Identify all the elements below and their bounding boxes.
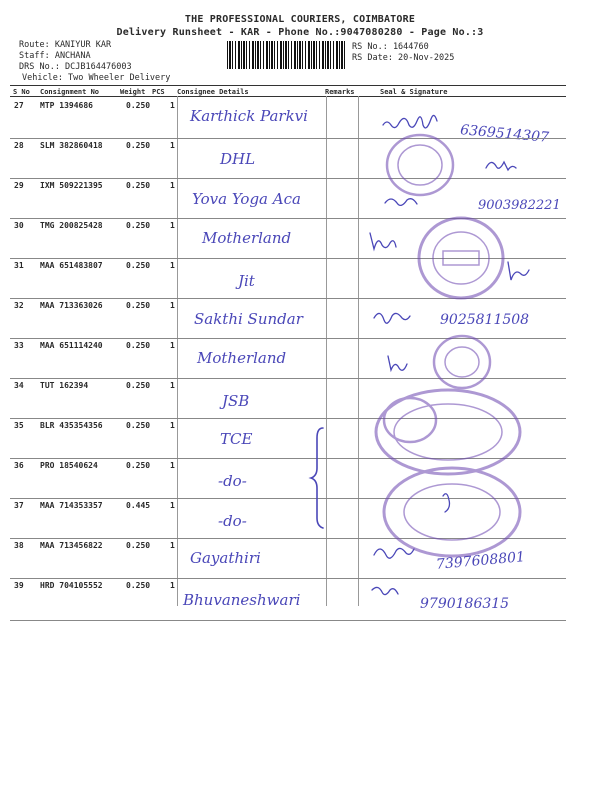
row-phone: 9790186315 bbox=[420, 596, 510, 612]
row-sno: 33 bbox=[14, 341, 24, 350]
row-pcs: 1 bbox=[170, 261, 175, 270]
row-consignment: BLR 435354356 bbox=[40, 421, 103, 430]
vehicle-label: Vehicle: Two Wheeler Delivery bbox=[22, 73, 171, 83]
row-pcs: 1 bbox=[170, 221, 175, 230]
row-divider bbox=[10, 338, 566, 339]
remarks-separator bbox=[326, 96, 327, 606]
row-consignee: Karthick Parkvi bbox=[190, 107, 308, 125]
row-sno: 27 bbox=[14, 101, 24, 110]
row-pcs: 1 bbox=[170, 501, 175, 510]
row-sno: 30 bbox=[14, 221, 24, 230]
col-remarks: Remarks bbox=[325, 88, 355, 96]
row-consignee: Bhuvaneshwari bbox=[183, 591, 301, 609]
row-consignment: MAA 651483807 bbox=[40, 261, 103, 270]
row-consignee: Jit bbox=[238, 272, 255, 290]
row-pcs: 1 bbox=[170, 181, 175, 190]
row-pcs: 1 bbox=[170, 381, 175, 390]
row-sno: 34 bbox=[14, 381, 24, 390]
row-divider bbox=[10, 178, 566, 179]
row-consignee: -do- bbox=[218, 512, 247, 530]
header-bottom-rule bbox=[10, 96, 566, 97]
row-weight: 0.445 bbox=[126, 501, 151, 510]
consignee-separator bbox=[177, 96, 178, 606]
row-consignment: MAA 713363026 bbox=[40, 301, 103, 310]
row-sno: 32 bbox=[14, 301, 24, 310]
row-divider bbox=[10, 418, 566, 419]
row-consignment: MAA 713456822 bbox=[40, 541, 103, 550]
row-divider bbox=[10, 138, 566, 139]
row-divider bbox=[10, 258, 566, 259]
row-divider bbox=[10, 498, 566, 499]
rs-date-label: RS Date: 20-Nov-2025 bbox=[352, 53, 455, 63]
row-sno: 28 bbox=[14, 141, 24, 150]
row-divider bbox=[10, 218, 566, 219]
row-divider bbox=[10, 298, 566, 299]
row-pcs: 1 bbox=[170, 141, 175, 150]
col-seal: Seal & Signature bbox=[380, 88, 448, 96]
runsheet-subtitle: Delivery Runsheet - KAR - Phone No.:9047080280 - Page No.:3 bbox=[116, 27, 484, 38]
row-weight: 0.250 bbox=[126, 581, 151, 590]
row-weight: 0.250 bbox=[126, 541, 151, 550]
row-divider bbox=[10, 620, 566, 621]
company-title: THE PROFESSIONAL COURIERS, COIMBATORE bbox=[184, 14, 416, 25]
row-consignee: Motherland bbox=[202, 229, 292, 247]
row-consignment: TMG 200825428 bbox=[40, 221, 103, 230]
signature-27 bbox=[383, 115, 437, 127]
row-pcs: 1 bbox=[170, 421, 175, 430]
col-pcs: PCS bbox=[152, 88, 165, 96]
row-consignment: IXM 509221395 bbox=[40, 181, 103, 190]
row-sno: 29 bbox=[14, 181, 24, 190]
row-phone: 9003982221 bbox=[478, 198, 561, 213]
row-consignee: Yova Yoga Aca bbox=[192, 190, 301, 208]
row-consignment: MAA 651114240 bbox=[40, 341, 103, 350]
row-sno: 39 bbox=[14, 581, 24, 590]
row-consignment: PRO 18540624 bbox=[40, 461, 98, 470]
row-consignment: MAA 714353357 bbox=[40, 501, 103, 510]
row-weight: 0.250 bbox=[126, 381, 151, 390]
header-top-rule bbox=[10, 85, 566, 86]
row-divider bbox=[10, 538, 566, 539]
row-sno: 31 bbox=[14, 261, 24, 270]
row-phone: 6369514307 bbox=[459, 122, 550, 146]
row-consignee: DHL bbox=[220, 150, 256, 168]
row-consignee: -do- bbox=[218, 472, 247, 490]
row-sno: 38 bbox=[14, 541, 24, 550]
row-weight: 0.250 bbox=[126, 141, 151, 150]
route-label: Route: KANIYUR KAR bbox=[19, 40, 112, 50]
row-weight: 0.250 bbox=[126, 341, 151, 350]
row-divider bbox=[10, 378, 566, 379]
row-consignment: TUT 162394 bbox=[40, 381, 89, 390]
row-consignee: Motherland bbox=[197, 349, 287, 367]
row-consignee: Sakthi Sundar bbox=[194, 310, 303, 328]
row-weight: 0.250 bbox=[126, 221, 151, 230]
row-weight: 0.250 bbox=[126, 461, 151, 470]
row-pcs: 1 bbox=[170, 341, 175, 350]
barcode bbox=[227, 41, 347, 69]
col-weight: Weight bbox=[120, 88, 146, 96]
row-divider bbox=[10, 458, 566, 459]
row-consignment: HRD 704105552 bbox=[40, 581, 103, 590]
row-consignee: JSB bbox=[222, 392, 250, 410]
staff-label: Staff: ANCHANA bbox=[19, 51, 91, 61]
row-pcs: 1 bbox=[170, 461, 175, 470]
row-weight: 0.250 bbox=[126, 181, 151, 190]
row-consignee: TCE bbox=[220, 430, 253, 448]
seal-separator bbox=[358, 96, 359, 606]
col-consignee: Consignee Details bbox=[177, 88, 249, 96]
row-sno: 36 bbox=[14, 461, 24, 470]
col-sno: S No bbox=[13, 88, 30, 96]
row-pcs: 1 bbox=[170, 541, 175, 550]
row-consignment: SLM 382860418 bbox=[40, 141, 103, 150]
row-pcs: 1 bbox=[170, 301, 175, 310]
row-sno: 37 bbox=[14, 501, 24, 510]
row-weight: 0.250 bbox=[126, 101, 151, 110]
row-pcs: 1 bbox=[170, 581, 175, 590]
row-consignee: Gayathiri bbox=[190, 549, 261, 567]
row-weight: 0.250 bbox=[126, 301, 151, 310]
drs-label: DRS No.: DCJB164476003 bbox=[19, 62, 132, 72]
row-phone: 9025811508 bbox=[440, 312, 530, 328]
rs-no-label: RS No.: 1644760 bbox=[352, 42, 429, 52]
row-consignment: MTP 1394686 bbox=[40, 101, 93, 110]
row-weight: 0.250 bbox=[126, 261, 151, 270]
row-pcs: 1 bbox=[170, 101, 175, 110]
row-sno: 35 bbox=[14, 421, 24, 430]
row-weight: 0.250 bbox=[126, 421, 151, 430]
row-divider bbox=[10, 578, 566, 579]
col-consignment: Consignment No bbox=[40, 88, 100, 96]
row-phone: 7397608801 bbox=[435, 549, 526, 573]
